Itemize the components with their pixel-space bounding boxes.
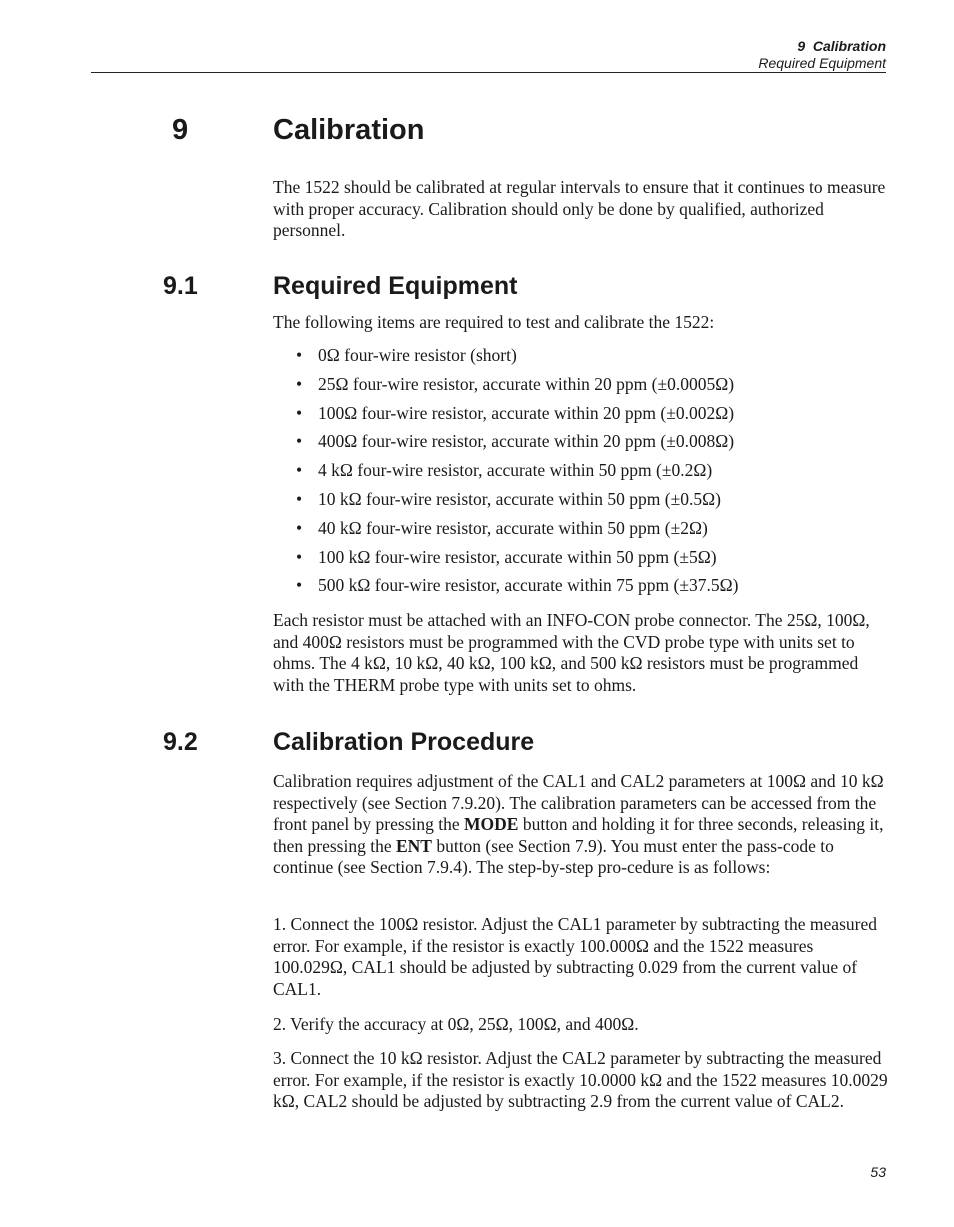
mode-button-name: MODE (464, 814, 519, 834)
procedure-step-3: 3. Connect the 10 kΩ resistor. Adjust the CAL2 parameter by subtracting the measured error. For example, if the resistor is exactly 10.0000 kΩ and the 1522 measures 10.0029 kΩ, CAL2 should be adjusted by subtracting 2.9 from the current value of CAL2. (273, 1048, 888, 1111)
list-item (296, 401, 738, 430)
list-item-text: 4 kΩ four-wire resistor, accurate within 50 ppm (±0.2Ω) (318, 460, 713, 481)
list-item-text: 10 kΩ four-wire resistor, accurate within 50 ppm (±0.5Ω) (318, 488, 721, 509)
list-item (296, 458, 738, 487)
list-item-text: 400Ω four-wire resistor, accurate within 20 ppm (±0.008Ω) (318, 431, 735, 452)
list-item (296, 573, 738, 602)
chapter-title: Calibration (273, 114, 425, 146)
bullet-icon: • (296, 546, 303, 567)
intro-text: Calibration requires adjustment of the CAL1 and CAL2 parameters at 100Ω and 10 kΩ respectively (see Section 7.9.20). The calibration parameters can be accessed from the front panel by pressing the (273, 771, 884, 834)
list-item-text: 0Ω four-wire resistor (short) (318, 345, 517, 365)
list-item (296, 545, 738, 574)
intro-text: button (see Section 7.9). You must enter the pass-code to continue (see Section 7.9.4). The step-by-step pro-cedure is as follows: (273, 835, 834, 877)
bullet-icon: • (296, 402, 303, 423)
section-9-1-title: Required Equipment (273, 272, 518, 300)
running-header-chapter: 9 Calibration (797, 38, 886, 54)
list-item-text: 500 kΩ four-wire resistor, accurate within 75 ppm (±37.5Ω) (318, 575, 739, 596)
list-item-text: 40 kΩ four-wire resistor, accurate within 50 ppm (±2Ω) (318, 517, 708, 538)
equipment-list (296, 343, 738, 602)
list-item-text: 25Ω four-wire resistor, accurate within 20 ppm (±0.0005Ω) (318, 373, 735, 394)
section-9-1-number: 9.1 (163, 272, 198, 300)
chapter-intro: The 1522 should be calibrated at regular intervals to ensure that it continues to measure with proper accuracy. Calibration should only be done by qualified, authorized personnel. (273, 177, 886, 240)
bullet-icon: • (296, 517, 303, 538)
intro-text: button and holding it for three seconds, releasing it, then pressing the (273, 814, 884, 856)
bullet-icon: • (296, 460, 303, 481)
header-rule (91, 72, 886, 73)
ent-button-name: ENT (395, 835, 432, 856)
list-item (296, 372, 738, 401)
procedure-step-2: 2. Verify the accuracy at 0Ω, 25Ω, 100Ω, and 400Ω. (273, 1014, 639, 1034)
section-9-1-note: Each resistor must be attached with an INFO-CON probe connector. The 25Ω, 100Ω, and 400Ω resistors must be programmed with the CVD probe type with units set to ohms. The 4 kΩ, 10 kΩ, 40 kΩ, 100 kΩ, and 500 kΩ resistors must be programmed with the THERM probe type with units set to ohms. (273, 610, 870, 695)
bullet-icon: • (296, 345, 303, 365)
bullet-icon: • (296, 373, 303, 394)
section-9-1-lead: The following items are required to test and calibrate the 1522: (273, 312, 715, 332)
list-item (296, 487, 738, 516)
list-item (296, 516, 738, 545)
bullet-icon: • (296, 488, 303, 509)
bullet-icon: • (296, 431, 303, 452)
running-header-section: Required Equipment (758, 55, 886, 71)
list-item (296, 343, 738, 372)
bullet-icon: • (296, 575, 303, 596)
section-9-2-number: 9.2 (163, 728, 198, 756)
page-number: 53 (870, 1164, 886, 1180)
list-item-text: 100Ω four-wire resistor, accurate within 20 ppm (±0.002Ω) (318, 402, 735, 423)
running-header (758, 38, 886, 72)
section-9-2-intro (273, 771, 888, 879)
procedure-step-1: 1. Connect the 100Ω resistor. Adjust the CAL1 parameter by subtracting the measured error. For example, if the resistor is exactly 100.000Ω and the 1522 measures 100.029Ω, CAL1 should be adjusted by subtracting 0.029 from the current value of CAL1. (273, 914, 877, 999)
section-9-2-title: Calibration Procedure (273, 728, 535, 756)
chapter-number: 9 (172, 114, 189, 146)
list-item (296, 429, 738, 458)
list-item-text: 100 kΩ four-wire resistor, accurate within 50 ppm (±5Ω) (318, 546, 717, 567)
